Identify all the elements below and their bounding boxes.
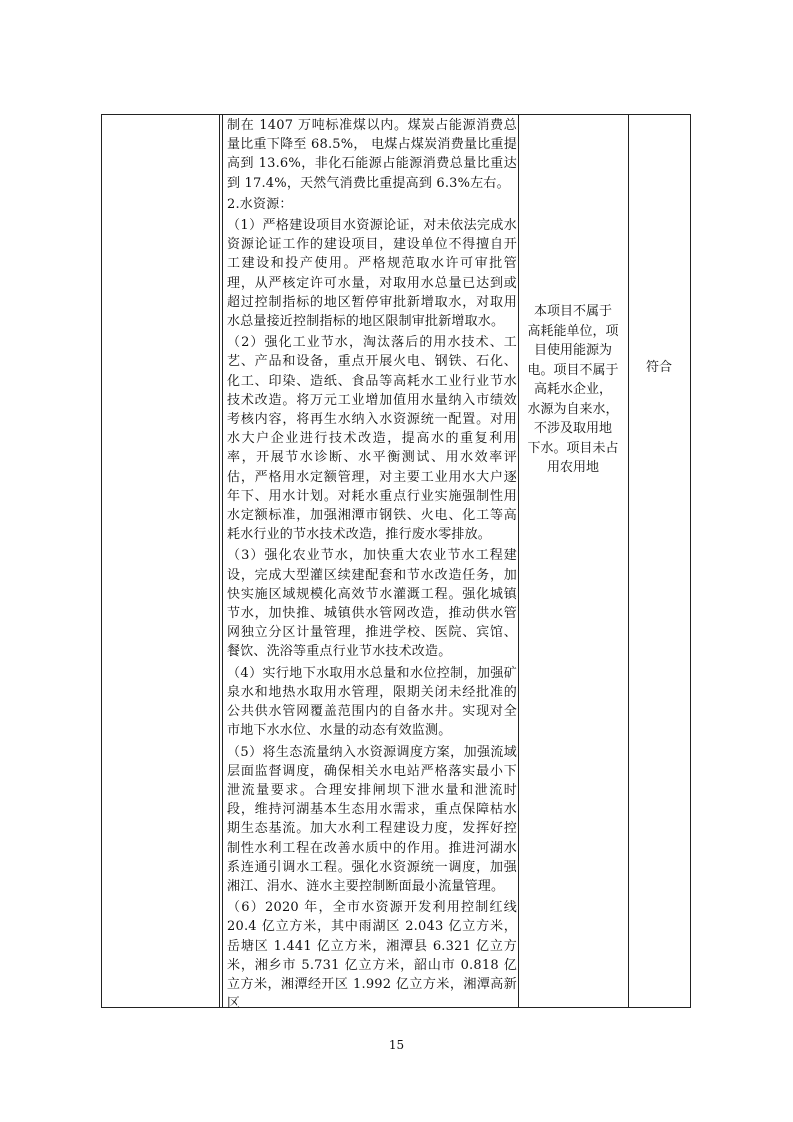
analysis-line: 用农用地 — [546, 460, 599, 475]
table-column-divider — [628, 114, 629, 1008]
compliance-result: 符合 — [645, 360, 672, 375]
analysis-line: 不涉及取用地 — [533, 421, 612, 436]
content-paragraph: （1）严格建设项目水资源论证，对未依法完成水资源论证工作的建设项目，建设单位不得擅自开工建设和投产使用。严格规范取水许可审批管理，从严核定许可水量，对取用水总量已达到或超过控制指标的地区暂停审批新增取水，对取用水总量接近控制指标的地区限制审批新增取水。 — [227, 218, 517, 330]
table-column-divider — [219, 114, 220, 1008]
content-paragraph: （2）强化工业节水，淘汰落后的用水技术、工艺、产品和设备，重点开展火电、钢铁、石化、化工、印染、造纸、食品等高耗水工业行业节水技术改造。将万元工业增加值用水量纳入市绩效考核内容，将再生水纳入水资源统一配置。对用水大户企业进行技术改造，提高水的重复利用率，开展节水诊断、水平衡测试、用水效率评估，严格用水定额管理，对主要工业用水大户逐年下、用水计划。对耗水重点行业实施强制性用水定额标准，加强湘潭市钢铁、火电、化工等高耗水行业的节水技术改造，推行废水零排放。 — [227, 335, 517, 543]
content-paragraph: 2.水资源： — [227, 196, 293, 212]
project-analysis-cell — [520, 302, 626, 478]
analysis-line: 高耗能单位，项 — [527, 323, 619, 339]
content-paragraph: （6）2020 年，全市水资源开发利用控制红线 20.4 亿立方米，其中雨湖区 2.043 亿立方米，岳塘区 1.441 亿立方米，湘潭县 6.321 亿立方米，湘乡市 5.731 亿立方米，韶山市 0.818 亿立方米，湘潭经开区 1.992 亿立方米，湘潭高新区 — [227, 900, 517, 1012]
content-paragraph: （5）将生态流量纳入水资源调度方案，加强流域层面监督调度，确保相关水电站严格落实最小下泄流量要求。合理安排闸坝下泄水量和泄流时段，维持河湖基本生态用水需求，重点保障枯水期生态基流。加大水利工程建设力度，发挥好控制性水利工程在改善水质中的作用。推进河湖水系连通引调水工程。强化水资源统一调度，加强湘江、涓水、涟水主要控制断面最小流量管理。 — [227, 744, 517, 894]
content-paragraph: （3）强化农业节水，加快重大农业节水工程建设，完成大型灌区续建配套和节水改造任务，加快实施区域规模化高效节水灌溉工程。强化城镇节水，加快推、城镇供水管网改造，推动供水管网独立分区计量管理，推进学校、医院、宾馆、餐饮、洗浴等重点行业节水技术改造。 — [227, 548, 517, 660]
page-number: 15 — [388, 1038, 405, 1052]
analysis-line: 水源为自来水， — [527, 401, 619, 417]
policy-content-cell — [227, 114, 517, 1013]
analysis-line: 目使用能源为 — [533, 343, 612, 358]
analysis-line: 本项目不属于 — [533, 304, 612, 319]
table-column-divider — [222, 114, 223, 1008]
table-column-divider — [518, 114, 519, 1008]
content-paragraph: 制在 1407 万吨标准煤以内。煤炭占能源消费总量比重下降至 68.5%， 电煤占煤炭消费量比重提高到 13.6%，非化石能源占能源消费总量比重达到 17.4%，天然气消费比重提高到 6.3%左右。 — [227, 118, 517, 191]
analysis-line: 下水。项目未占 — [527, 440, 619, 456]
analysis-line: 高耗水企业， — [533, 382, 612, 397]
analysis-line: 电。项目不属于 — [527, 362, 619, 378]
content-paragraph: （4）实行地下水取用水总量和水位控制，加强矿泉水和地热水取用水管理，限期关闭未经批准的公共供水管网覆盖范围内的自备水井。实现对全市地下水水位、水量的动态有效监测。 — [227, 665, 517, 739]
